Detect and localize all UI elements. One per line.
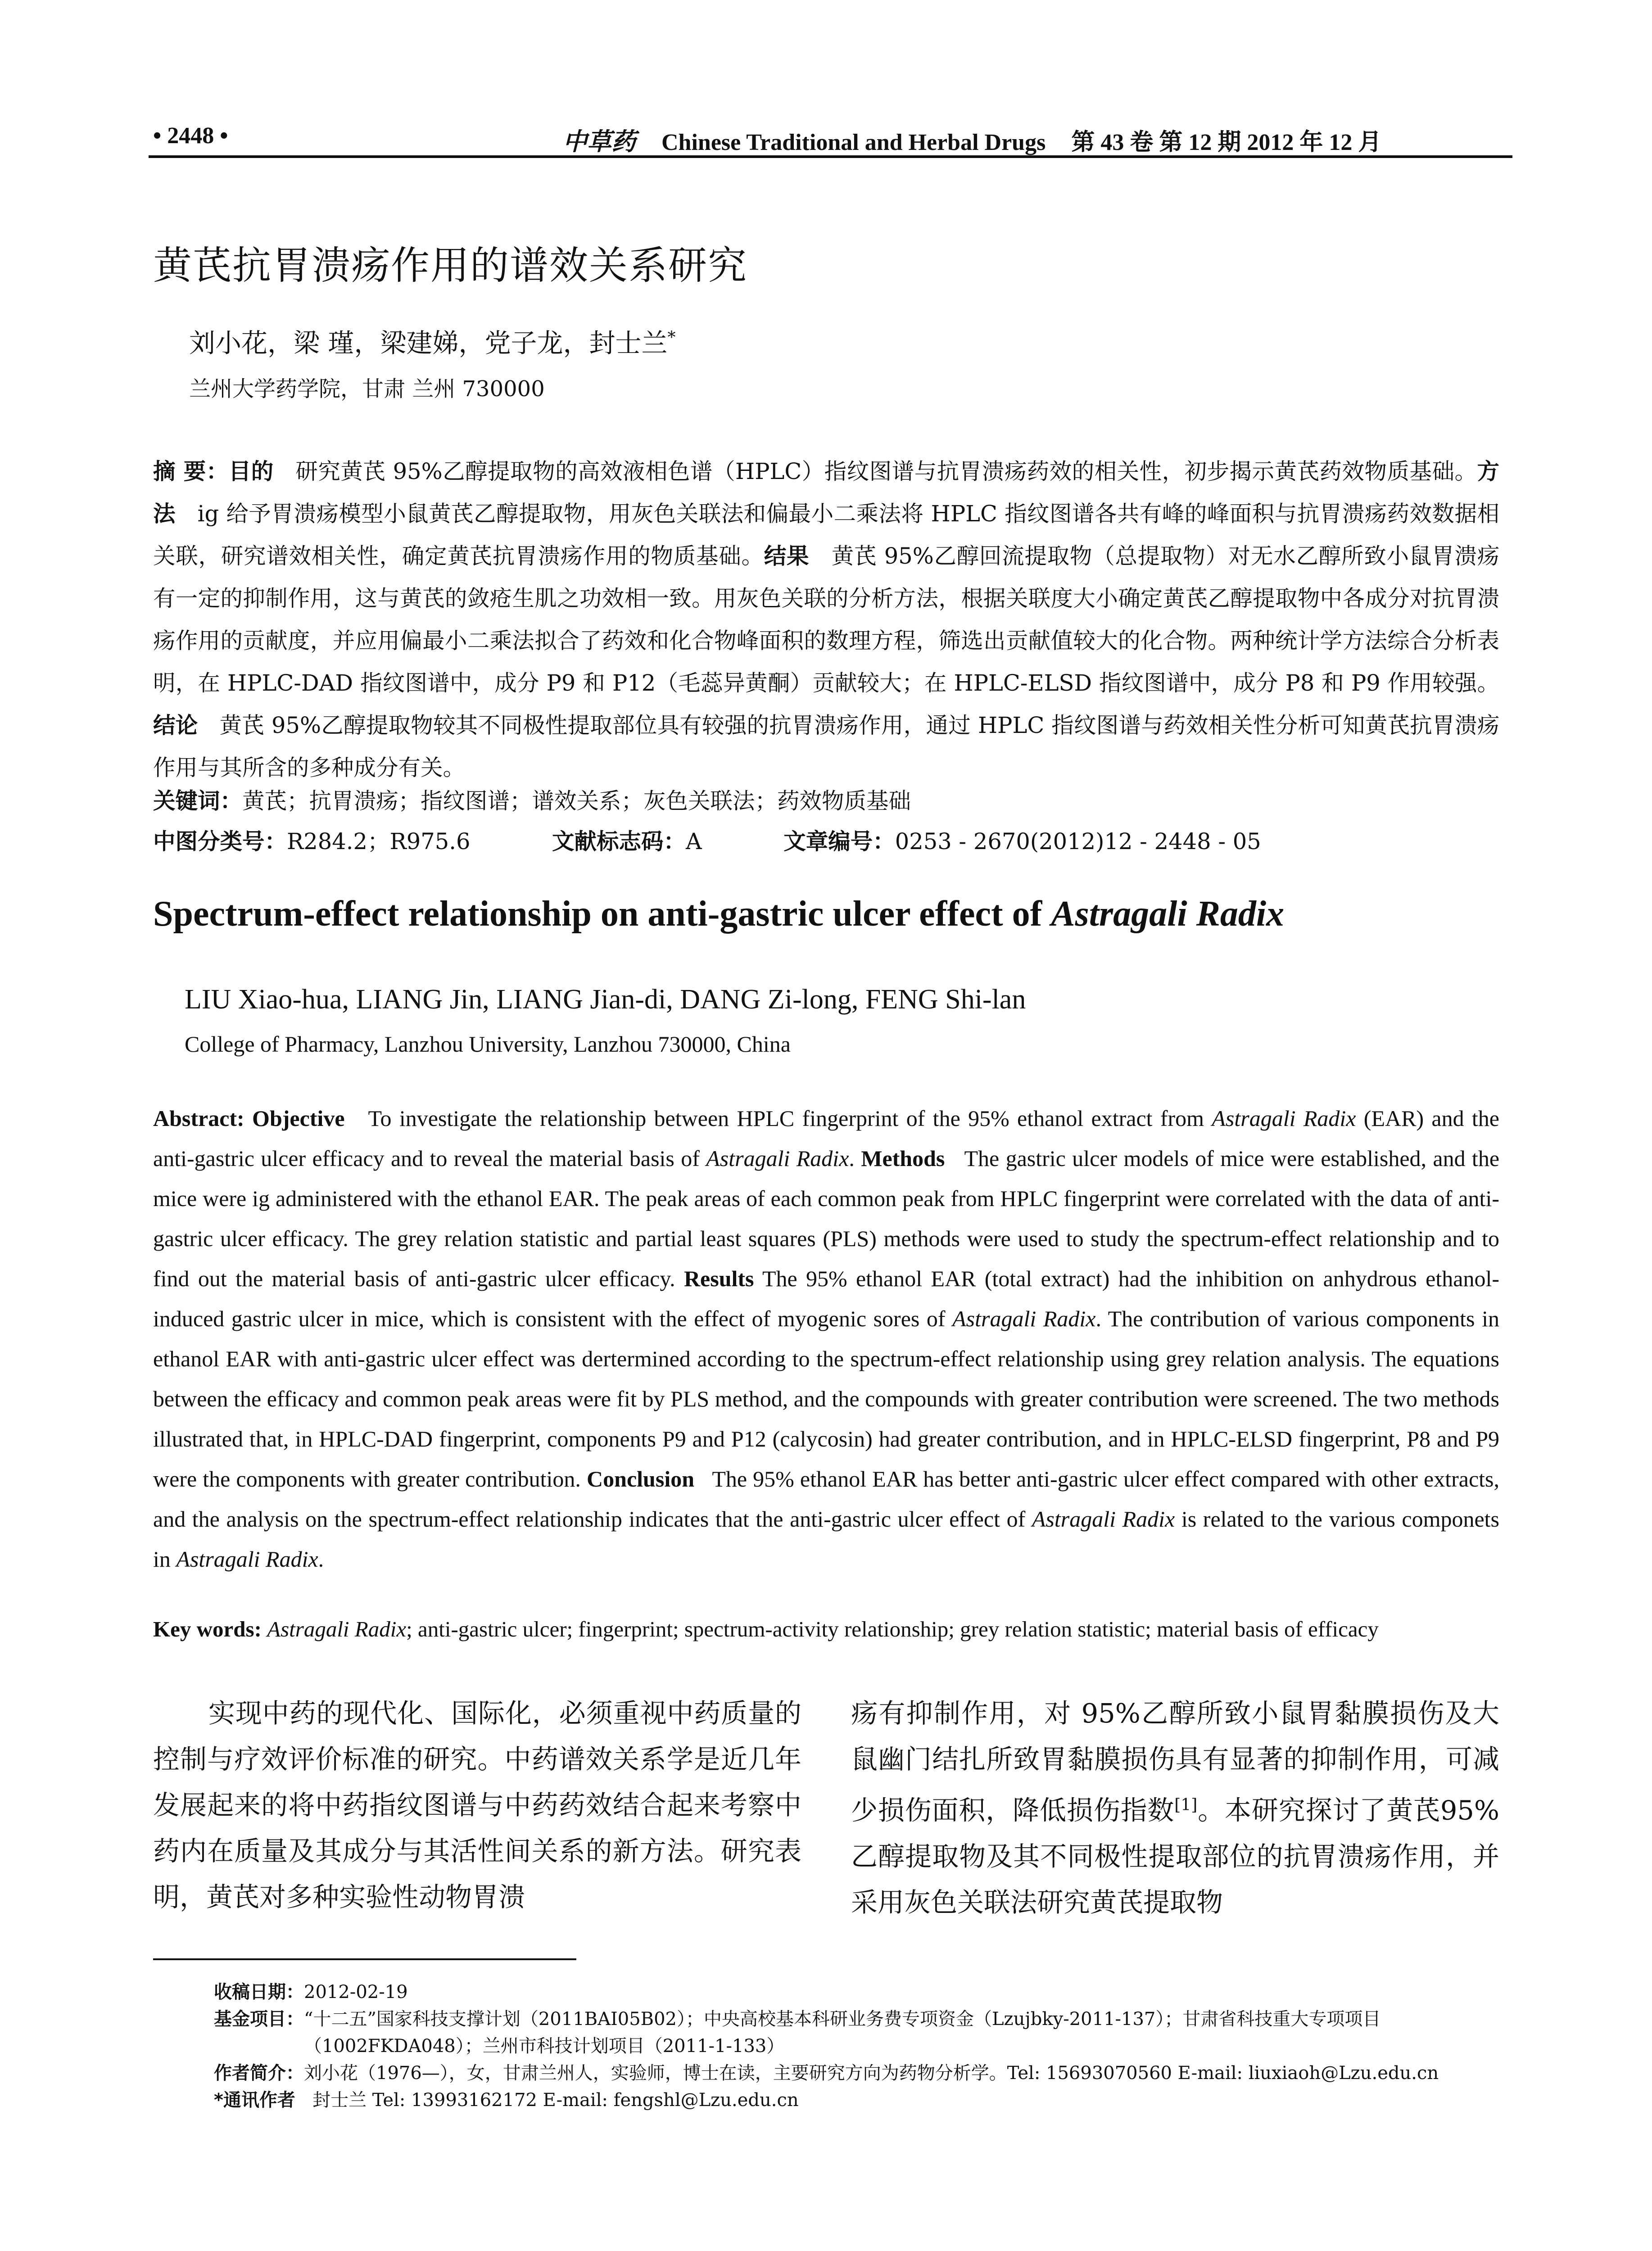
- en-keywords: [153, 1616, 1379, 1642]
- page-number: • 2448 •: [153, 123, 228, 149]
- cn-abstract: [153, 450, 1499, 789]
- cn-keywords-text: 黄芪；抗胃溃疡；指纹图谱；谱效关系；灰色关联法；药效物质基础: [242, 788, 911, 814]
- en-conclusion-text-3: .: [318, 1546, 324, 1572]
- doc-code-label: 文献标志码：: [552, 828, 686, 854]
- en-title: [153, 894, 1284, 935]
- en-title-main: Spectrum-effect relationship on anti-gastric ulcer effect of: [153, 894, 1051, 934]
- en-title-italic: Astragali Radix: [1051, 894, 1285, 934]
- en-conclusion-text-1: The 95% ethanol EAR has better anti-gastric ulcer effect compared with other extracts, and the analysis on the spectrum-effect relationship indicates that the anti-gastric ulcer effect of: [153, 1466, 1499, 1532]
- en-results-text-1: The 95% ethanol EAR (total extract) had the inhibition on anhydrous ethanol-induced gastric ulcer in mice, which is consistent with the effect of myogenic sores of: [153, 1266, 1500, 1331]
- article-no-label: 文章编号：: [783, 828, 895, 854]
- journal-name: Chinese Traditional and Herbal Drugs: [661, 130, 1046, 155]
- en-objective-text-1: To investigate the relationship between HPLC fingerprint of the 95% ethanol extract from: [368, 1106, 1212, 1131]
- en-results-label: Results: [683, 1266, 754, 1291]
- received-date: 2012-02-19: [304, 1982, 408, 2002]
- en-conclusion-italic-2: Astragali Radix: [176, 1546, 318, 1572]
- cn-classification: [153, 824, 1261, 856]
- en-objective-italic-2: Astragali Radix: [706, 1146, 849, 1171]
- footnote-corresponding: [214, 2087, 1502, 2114]
- en-abstract: [153, 1098, 1499, 1579]
- cn-keywords: [153, 783, 911, 815]
- en-methods-label: Methods: [861, 1146, 945, 1171]
- en-abstract-label: Abstract:: [153, 1106, 244, 1131]
- fund-text: “十二五”国家科技支撑计划（2011BAI05B02）；中央高校基本科研业务费专项资金（Lzujbky-2011-137）；甘肃省科技重大专项项目（1002FKDA048）；兰州市科技计划项目（2011-1-133）: [304, 2009, 1381, 2057]
- footnote-received: [214, 1979, 1502, 2006]
- journal-info: [563, 122, 1381, 157]
- cn-conclusion-label: 结论: [153, 712, 198, 738]
- author-bio: 刘小花（1976—），女，甘肃兰州人，实验师，博士在读，主要研究方向为药物分析学。Tel: 15693070560 E-mail: liuxiaoh@Lzu.edu.cn: [304, 2063, 1439, 2084]
- clc-label: 中图分类号：: [153, 828, 287, 854]
- fund-label: 基金项目：: [214, 2009, 304, 2030]
- cn-results-label: 结果: [764, 543, 810, 569]
- en-objective-text-2: (EAR) and the anti-gastric ulcer efficacy and to reveal the material basis of: [153, 1106, 1500, 1171]
- body-column-right: [851, 1691, 1499, 1926]
- cn-authors: [189, 322, 675, 360]
- journal-logo: 中草药: [563, 127, 636, 156]
- corresponding-mark: *: [667, 328, 676, 347]
- cn-objective-text: 研究黄芪 95%乙醇提取物的高效液相色谱（HPLC）指纹图谱与抗胃溃疡药效的相关性，初步揭示黄芪药效物质基础。: [295, 458, 1477, 484]
- corresponding-label: *通讯作者: [214, 2090, 295, 2111]
- corresponding-info: 封士兰 Tel: 13993162172 E-mail: fengshl@Lzu.edu.cn: [312, 2090, 799, 2111]
- article-no-value: 0253 - 2670(2012)12 - 2448 - 05: [895, 828, 1261, 854]
- header-rule: [149, 155, 1512, 158]
- en-objective-label: Objective: [252, 1106, 345, 1131]
- cn-abstract-label: 摘 要：: [153, 458, 229, 484]
- en-conclusion-label: Conclusion: [587, 1466, 695, 1492]
- en-conclusion-italic-1: Astragali Radix: [1032, 1506, 1175, 1532]
- body-column-left: [153, 1691, 801, 1920]
- cn-conclusion-text: 黄芪 95%乙醇提取物较其不同极性提取部位具有较强的抗胃溃疡作用，通过 HPLC 指纹图谱与药效相关性分析可知黄芪抗胃溃疡作用与其所含的多种成分有关。: [153, 712, 1499, 781]
- en-conclusion-text-2: is related to the various componets in: [153, 1506, 1500, 1572]
- en-objective-italic-1: Astragali Radix: [1212, 1106, 1356, 1131]
- en-objective-text-3: .: [849, 1146, 855, 1171]
- clc-value: R284.2；R975.6: [287, 828, 471, 854]
- doc-code-value: A: [685, 828, 702, 854]
- en-keywords-label: Key words:: [153, 1617, 262, 1641]
- footnote-fund: [214, 2006, 1502, 2060]
- en-authors: LIU Xiao-hua, LIANG Jin, LIANG Jian-di, DANG Zi-long, FENG Shi-lan: [185, 984, 1026, 1015]
- en-methods-text: The gastric ulcer models of mice were established, and the mice were ig administered with the ethanol EAR. The peak areas of each common peak from HPLC fingerprint were correlated with the data of anti-gastric ulcer efficacy. The grey relation statistic and partial least squares (PLS) methods were used to study the spectrum-effect relationship and to find out the material basis of anti-gastric ulcer efficacy.: [153, 1146, 1500, 1291]
- cn-affiliation: 兰州大学药学院，甘肃 兰州 730000: [189, 376, 545, 402]
- running-header: [153, 118, 1499, 158]
- en-results-text-2: . The contribution of various components in ethanol EAR with anti-gastric ulcer effect was dertermined according to the spectrum-effect relationship using grey relation analysis. The equations between the efficacy and common peak areas were fit by PLS method, and the compounds with greater contribution were screened. The two methods illustrated that, in HPLC-DAD fingerprint, components P9 and P12 (calycosin) had greater contribution, and in HPLC-ELSD fingerprint, P8 and P9 were the components with greater contribution.: [153, 1306, 1499, 1492]
- cn-objective-label: 目的: [228, 458, 274, 484]
- cn-keywords-label: 关键词：: [153, 788, 242, 814]
- footnote-rule: [153, 1958, 576, 1960]
- cn-methods-text: ig 给予胃溃疡模型小鼠黄芪乙醇提取物，用灰色关联法和偏最小二乘法将 HPLC 指纹图谱各共有峰的峰面积与抗胃溃疡药效数据相关联，研究谱效相关性，确定黄芪抗胃溃疡作用的物质基础。: [153, 501, 1499, 569]
- cn-title: 黄芪抗胃溃疡作用的谱效关系研究: [153, 243, 747, 288]
- en-keywords-text: ; anti-gastric ulcer; fingerprint; spectrum-activity relationship; grey relation statistic; material basis of efficacy: [406, 1617, 1379, 1641]
- footnote-author: [214, 2060, 1502, 2087]
- cn-methods-label: 方法: [153, 458, 1500, 527]
- received-label: 收稿日期：: [214, 1982, 304, 2002]
- cn-results-text: 黄芪 95%乙醇回流提取物（总提取物）对无水乙醇所致小鼠胃溃疡有一定的抑制作用，这与黄芪的敛疮生肌之功效相一致。用灰色关联的分析方法，根据关联度大小确定黄芪乙醇提取物中各成分对抗胃溃疡作用的贡献度，并应用偏最小二乘法拟合了药效和化合物峰面积的数理方程，筛选出贡献值较大的化合物。两种统计学方法综合分析表明，在 HPLC-DAD 指纹图谱中，成分 P9 和 P12（毛蕊异黄酮）贡献较大；在 HPLC-ELSD 指纹图谱中，成分 P8 和 P9 作用较强。: [153, 543, 1500, 696]
- en-results-italic: Astragali Radix: [952, 1306, 1096, 1331]
- body-right-text-2: 。本研究探讨了黄芪95%乙醇提取物及其不同极性提取部位的抗胃溃疡作用，并采用灰色关联法研究黄芪提取物: [851, 1794, 1499, 1918]
- cn-author-names: 刘小花，梁 瑾，梁建娣，党子龙，封士兰: [189, 328, 668, 358]
- en-affiliation: College of Pharmacy, Lanzhou University, Lanzhou 730000, China: [185, 1031, 791, 1057]
- author-bio-label: 作者简介：: [214, 2063, 304, 2084]
- body-right-text-1: 疡有抑制作用，对 95%乙醇所致小鼠胃黏膜损伤及大鼠幽门结扎所致胃黏膜损伤具有显著的抑制作用，可减少损伤面积，降低损伤指数: [851, 1698, 1499, 1826]
- citation-ref: [1]: [1174, 1796, 1198, 1814]
- en-keywords-italic: Astragali Radix: [267, 1617, 407, 1641]
- body-left-text: 实现中药的现代化、国际化，必须重视中药质量的控制与疗效评价标准的研究。中药谱效关系学是近几年发展起来的将中药指纹图谱与中药药效结合起来考察中药内在质量及其成分与其活性间关系的新方法。研究表明，黄芪对多种实验性动物胃溃: [153, 1698, 801, 1912]
- issue-info: 第 43 卷 第 12 期 2012 年 12 月: [1071, 130, 1382, 155]
